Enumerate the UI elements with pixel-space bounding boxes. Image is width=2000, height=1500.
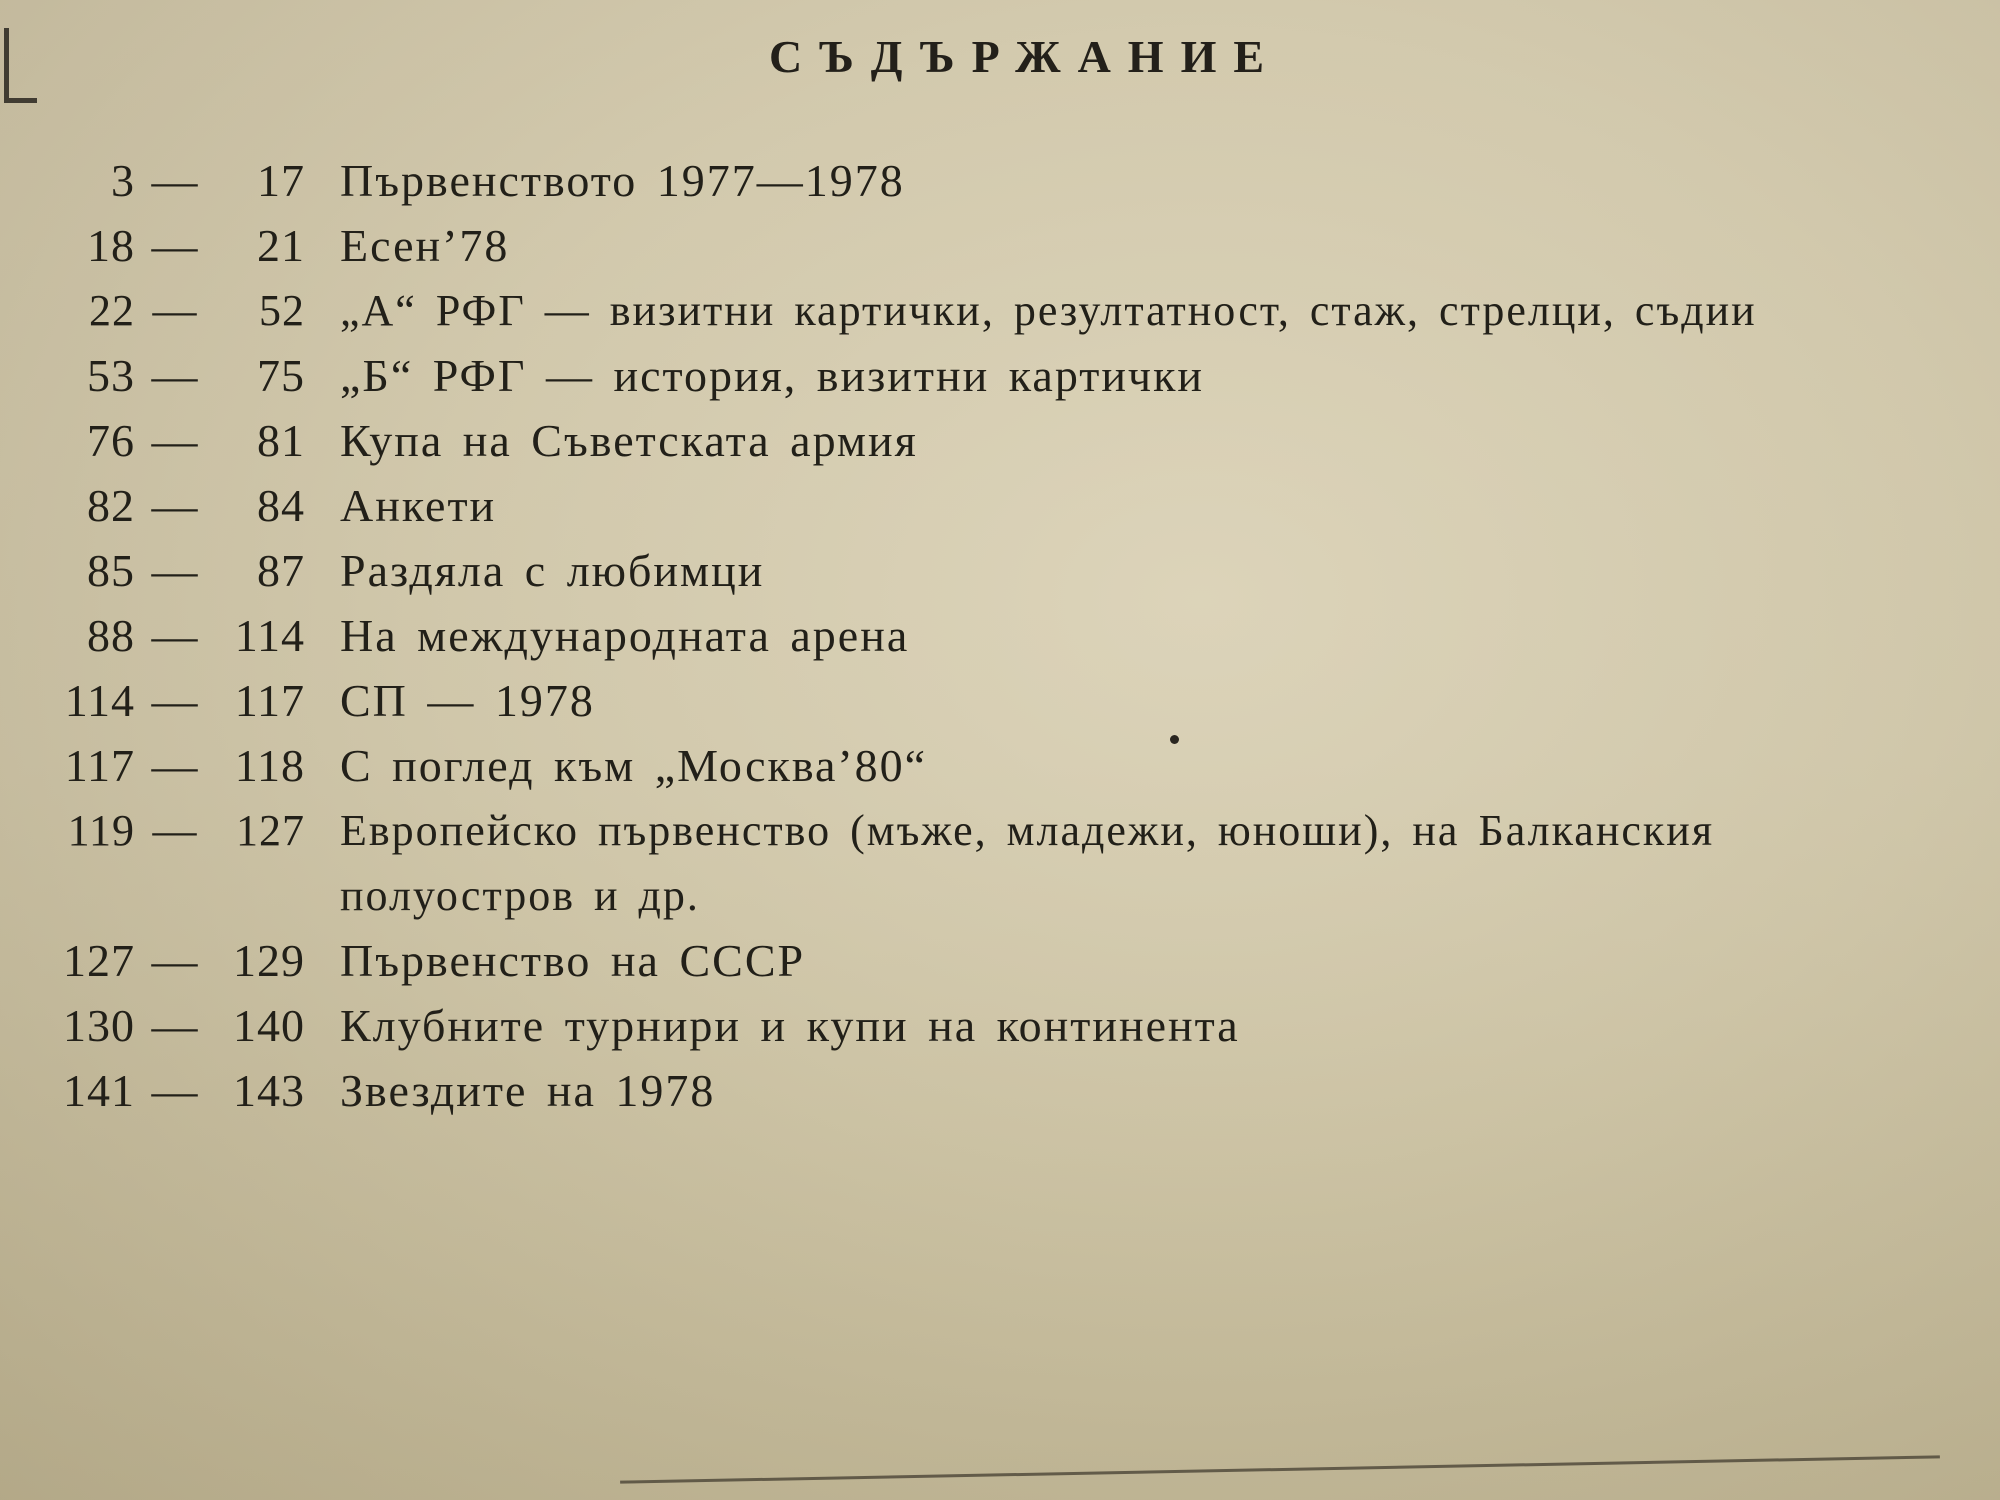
toc-entry [0,148,2000,213]
entry-title-line-1: Европейско първенство (мъже, младежи, юноши), на Балканския [340,806,1715,855]
page-to: 114 [234,610,305,661]
entry-title-line-2: полуостров и др. [340,871,700,920]
page-from: 82 [87,480,135,531]
toc-entry [0,278,2000,343]
table-of-contents [0,148,2000,1123]
range-dash: — [152,286,198,335]
toc-entry [0,1058,2000,1123]
toc-entry [0,798,2000,928]
page-from: 127 [63,935,135,986]
page-from: 76 [87,415,135,466]
page-to: 143 [233,1065,305,1116]
toc-entry [0,343,2000,408]
page-from: 22 [89,286,135,335]
entry-title: Звездите на 1978 [340,1065,716,1116]
entry-title: „Б“ РФГ — история, визитни картички [340,350,1205,401]
entry-title: Първенство на СССР [340,935,806,986]
page-to: 129 [233,935,305,986]
range-dash: — [151,1065,199,1116]
page-from: 141 [63,1065,135,1116]
entry-title: Купа на Съветската армия [340,415,918,466]
page-to: 75 [257,350,305,401]
toc-entry [0,733,2000,798]
toc-entry [0,538,2000,603]
page-from: 85 [87,545,135,596]
toc-entry [0,603,2000,668]
entry-title: Първенството 1977—1978 [340,155,905,206]
toc-entry [0,928,2000,993]
page-to: 17 [257,155,305,206]
entry-title [305,798,1960,928]
page-from: 130 [63,1000,135,1051]
range-dash: — [151,740,199,791]
page-title: СЪДЪРЖАНИЕ [768,31,1282,82]
range-dash: — [151,350,199,401]
entry-title: Анкети [340,480,497,531]
page-from: 114 [64,675,135,726]
range-dash: — [151,480,199,531]
range-dash: — [151,545,199,596]
range-dash: — [151,1000,199,1051]
page-from: 18 [87,220,135,271]
range-dash: — [151,415,199,466]
toc-entry [0,408,2000,473]
entry-title: „А“ РФГ — визитни картички, резултатност, стаж, стрелци, съдии [340,286,1757,335]
entry-title: Есен’78 [340,220,510,271]
range-dash: — [151,675,199,726]
toc-entry [0,213,2000,278]
entry-title: С поглед към „Москва’80“ [340,740,928,791]
page-from: 117 [64,740,135,791]
page-to: 118 [234,740,305,791]
page-from: 53 [87,350,135,401]
range-dash: — [151,155,199,206]
toc-entry [0,993,2000,1058]
page-to: 81 [257,415,305,466]
page-to: 117 [234,675,305,726]
page-to: 52 [259,286,305,335]
range-dash: — [151,610,199,661]
page-to: 127 [236,806,305,855]
page-from: 88 [87,610,135,661]
page-to: 87 [257,545,305,596]
range-dash: — [151,220,199,271]
entry-title: Клубните турнири и купи на континента [340,1000,1240,1051]
page-edge-line [620,1455,1940,1483]
page-to: 140 [233,1000,305,1051]
toc-entry [0,668,2000,733]
entry-title: Раздяла с любимци [340,545,765,596]
entry-title: На международната арена [340,610,910,661]
range-dash: — [151,935,199,986]
page-to: 21 [257,220,305,271]
page-from: 3 [111,155,135,206]
page-to: 84 [257,480,305,531]
entry-title: СП — 1978 [340,675,595,726]
toc-entry [0,473,2000,538]
range-dash: — [152,806,198,855]
page-from: 119 [67,806,135,855]
